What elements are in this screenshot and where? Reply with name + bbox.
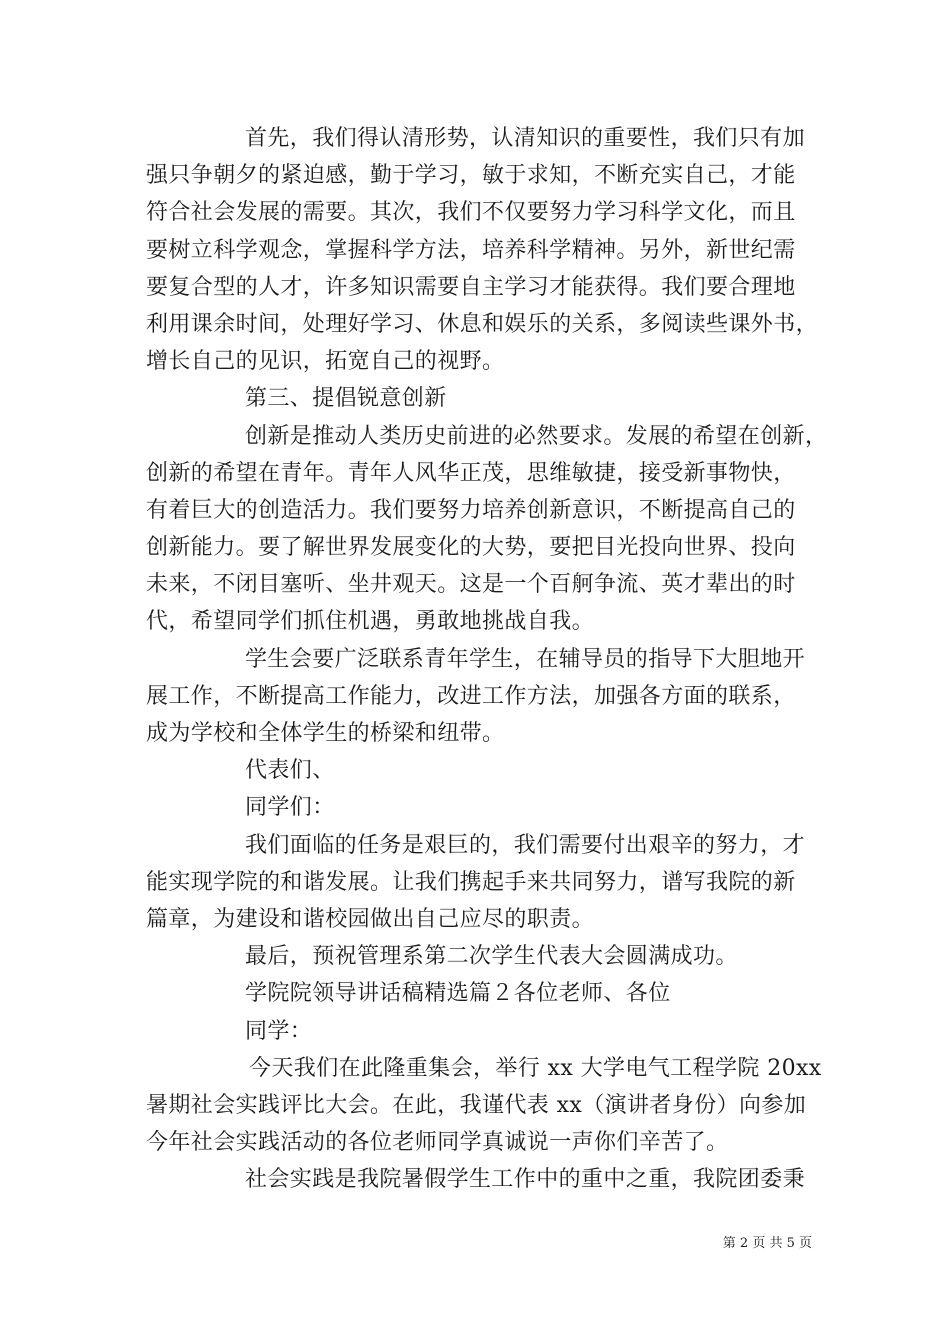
text-line: 创新的希望在青年。青年人风华正茂，思维敏捷，接受新事物快，	[146, 460, 796, 486]
body-text	[146, 120, 828, 1198]
text-line: 今天我们在此隆重集会，举行 xx 大学电气工程学院 20xx	[249, 1055, 822, 1081]
text-line: 最后，预祝管理系第二次学生代表大会圆满成功。	[245, 944, 738, 970]
text-line: 同学们：	[245, 795, 335, 821]
text-line: 代，希望同学们抓住机遇，勇敢地挑战自我。	[146, 609, 595, 635]
text-line: 有着巨大的创造活力。我们要努力培养创新意识，不断提高自己的	[146, 497, 796, 523]
text-line: 今年社会实践活动的各位老师同学真诚说一声你们辛苦了。	[146, 1130, 729, 1156]
text-line: 暑期社会实践评比大会。在此，我谨代表 xx（演讲者身份）向参加	[146, 1092, 807, 1118]
text-line: 同学：	[245, 1018, 313, 1044]
text-line: 增长自己的见识，拓宽自己的视野。	[146, 349, 505, 375]
text-line: 创新是推动人类历史前进的必然要求。发展的希望在创新，	[245, 423, 828, 449]
text-line: 学院院领导讲话稿精选篇２各位老师、各位	[245, 981, 671, 1007]
text-line: 符合社会发展的需要。其次，我们不仅要努力学习科学文化，而且	[146, 200, 796, 226]
text-line: 代表们、	[245, 758, 335, 784]
text-line: 展工作，不断提高工作能力，改进工作方法，加强各方面的联系，	[146, 683, 796, 709]
text-line: 利用课余时间，处理好学习、休息和娱乐的关系，多阅读些课外书，	[146, 311, 819, 337]
text-line: 强只争朝夕的紧迫感，勤于学习，敏于求知，不断充实自己，才能	[146, 163, 796, 189]
text-line: 成为学校和全体学生的桥梁和纽带。	[146, 721, 505, 746]
text-line: 篇章，为建设和谐校园做出自己应尽的职责。	[146, 906, 595, 932]
text-line: 第三、提倡锐意创新	[245, 386, 447, 412]
text-line: 未来，不闭目塞听、坐井观天。这是一个百舸争流、英才辈出的时	[146, 572, 796, 598]
text-line: 首先，我们得认清形势，认清知识的重要性，我们只有加	[245, 126, 806, 151]
text-line: 能实现学院的和谐发展。让我们携起手来共同努力，谱写我院的新	[146, 869, 796, 895]
page-number: 第 2 页 共 5 页	[722, 1236, 812, 1251]
text-line: 创新能力。要了解世界发展变化的大势，要把目光投向世界、投向	[146, 535, 796, 561]
text-line: 社会实践是我院暑假学生工作中的重中之重，我院团委秉	[245, 1167, 806, 1193]
text-line: 要复合型的人才，许多知识需要自主学习才能获得。我们要合理地	[146, 274, 796, 300]
text-line: 学生会要广泛联系青年学生，在辅导员的指导下大胆地开	[245, 646, 806, 672]
text-line: 要树立科学观念，掌握科学方法，培养科学精神。另外，新世纪需	[146, 237, 796, 263]
text-line: 我们面临的任务是艰巨的，我们需要付出艰辛的努力，才	[245, 832, 806, 858]
